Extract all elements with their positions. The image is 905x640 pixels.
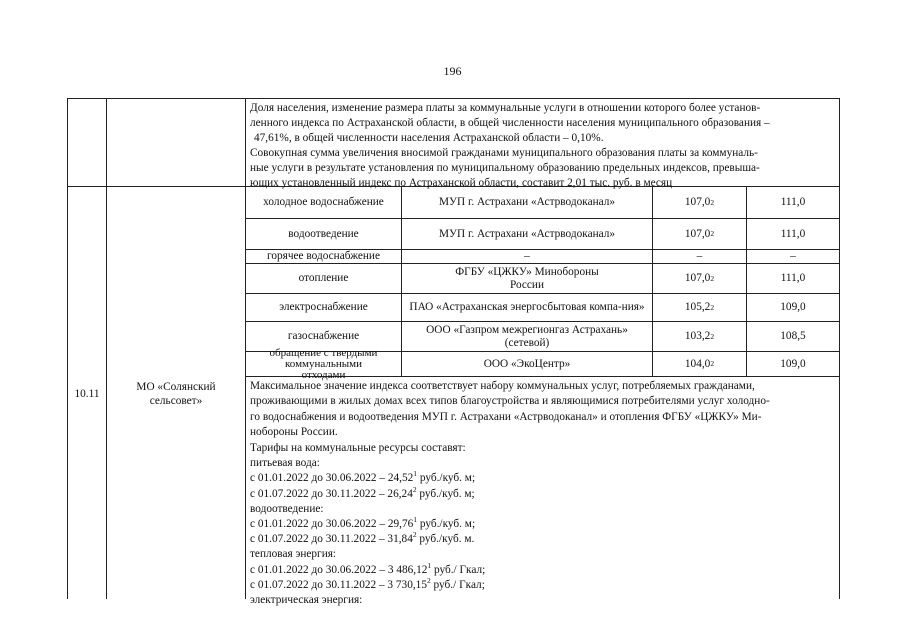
service-provider: ООО «Газпром межрегионгаз Астрахань» (сетевой) [426, 323, 628, 349]
service-index: 103,2 2 [684, 330, 715, 342]
footnote-mark: 1 [427, 560, 432, 570]
service-provider: ООО «ЭкоЦентр» [483, 357, 571, 370]
tariff-unit: руб./куб. м; [417, 472, 476, 485]
index-value: 107,0 [684, 196, 711, 208]
sewage-label: водоотведение: [250, 502, 324, 515]
entry-number: 10.11 [74, 387, 100, 400]
text-line: ющих установленный индекс по Астраханской области, составит 2,01 тыс. руб. в месяц [250, 177, 673, 189]
electricity-label: электрическая энергия: [250, 594, 363, 607]
service-limit: – [790, 250, 796, 262]
service-index: 107,0 2 [684, 272, 715, 284]
tariff-line [250, 578, 485, 593]
document-table [67, 98, 840, 607]
tariff-unit: руб./куб. м; [416, 487, 475, 500]
page-number: 196 [443, 64, 462, 78]
tariff-value: с 01.01.2022 до 30.06.2022 – 29,76 [250, 518, 414, 531]
service-index: 104,0 2 [684, 357, 715, 370]
drinking-water-label: питьевая вода: [250, 457, 320, 470]
service-provider: ПАО «Астраханская энергосбытовая компа-ния» [409, 301, 645, 313]
tariff-line [250, 471, 485, 486]
service-limit: 109,0 [780, 301, 806, 313]
footnote-mark: 2 [412, 530, 417, 540]
tariffs-block [250, 441, 485, 608]
service-limit: 108,5 [780, 330, 806, 342]
text-line: ные услуги в результате установления по муниципальному образованию предельных индексов, превыша- [250, 162, 760, 174]
index-value: 107,0 [684, 272, 711, 284]
text-line: нобороны России. [250, 425, 338, 438]
text-line: Доля населения, изменение размера платы за коммунальные услуги в отношении которого более установ- [250, 102, 761, 114]
service-provider: МУП г. Астрахани «Астрводоканал» [438, 227, 616, 240]
service-name: горячее водоснабжение [267, 250, 380, 262]
text-line: 47,61%, в общей численности населения Астраханской области – 0,10%. [254, 132, 604, 144]
tariff-value: с 01.07.2022 до 30.11.2022 – 31,84 [250, 533, 413, 546]
service-limit: 109,0 [780, 357, 806, 370]
municipality-name: МО «Солянский сельсовет» [136, 381, 216, 407]
service-name: обращение с твердыми коммунальными отходами [269, 346, 378, 381]
service-provider: – [524, 250, 530, 262]
index-value: 103,2 [684, 330, 711, 342]
index-value: 107,0 [684, 227, 711, 240]
tariff-value: с 01.01.2022 до 30.06.2022 – 3 486,12 [250, 563, 428, 576]
service-provider: ФГБУ «ЦЖКУ» Минобороны России [455, 265, 599, 291]
tariff-line [250, 532, 485, 547]
text-line: Максимальное значение индекса соответствует набору коммунальных услуг, потребляемых гражданами, [250, 380, 755, 392]
text-line: го водоснабжения и водоотведения МУП г. Астрахани «Астрводоканал» и отопления ФГБУ «ЦЖКУ» Ми- [250, 410, 762, 423]
service-index: – [696, 250, 703, 262]
service-name: отопление [298, 272, 349, 284]
tariff-value: с 01.07.2022 до 30.11.2022 – 3 730,15 [250, 578, 427, 591]
top-text-block [250, 101, 833, 191]
footnote-mark: 2 [412, 484, 417, 494]
service-name: водоотведение [288, 227, 359, 240]
service-name: электроснабжение [279, 301, 368, 313]
service-index: 105,2 2 [684, 301, 715, 313]
text-line: Совокупная сумма увеличения вносимой гражданами муниципального образования платы за коммуналь- [250, 147, 758, 159]
service-provider: МУП г. Астрахани «Астрводоканал» [438, 196, 616, 208]
tariffs-heading: Тарифы на коммунальные ресурсы составят: [250, 442, 466, 454]
service-limit: 111,0 [780, 227, 806, 240]
text-line: ленного индекса по Астраханской области, в общей численности населения муниципального образования – [250, 117, 770, 129]
tariff-value: с 01.01.2022 до 30.06.2022 – 24,52 [250, 472, 414, 485]
bottom-text-block [250, 379, 833, 440]
heat-label: тепловая энергия: [250, 548, 337, 561]
tariff-line [250, 517, 485, 532]
tariff-unit: руб./куб. м. [416, 533, 475, 546]
index-value: 105,2 [684, 301, 711, 313]
tariff-line [250, 484, 485, 502]
service-name: холодное водоснабжение [263, 196, 384, 208]
tariff-value: с 01.07.2022 до 30.11.2022 – 26,24 [250, 487, 413, 500]
service-index: 107,0 2 [684, 196, 715, 208]
service-name: газоснабжение [287, 330, 360, 342]
service-index: 107,0 2 [684, 227, 715, 240]
service-limit: 111,0 [780, 272, 806, 284]
column-divider [106, 99, 107, 599]
footnote-mark: 2 [426, 576, 431, 586]
tariff-unit: руб./ Гкал; [431, 563, 486, 576]
service-limit: 111,0 [780, 196, 806, 208]
tariff-unit: руб./куб. м; [417, 518, 476, 531]
footnote-mark: 1 [413, 469, 418, 479]
text-line: проживающими в жилых домах всех типов благоустройства и являющимися потребителями услуг холодно- [250, 395, 770, 408]
tariff-unit: руб./ Гкал; [430, 578, 485, 591]
index-value: 104,0 [684, 357, 711, 370]
footnote-mark: 1 [413, 515, 418, 525]
tariff-line [250, 560, 486, 578]
